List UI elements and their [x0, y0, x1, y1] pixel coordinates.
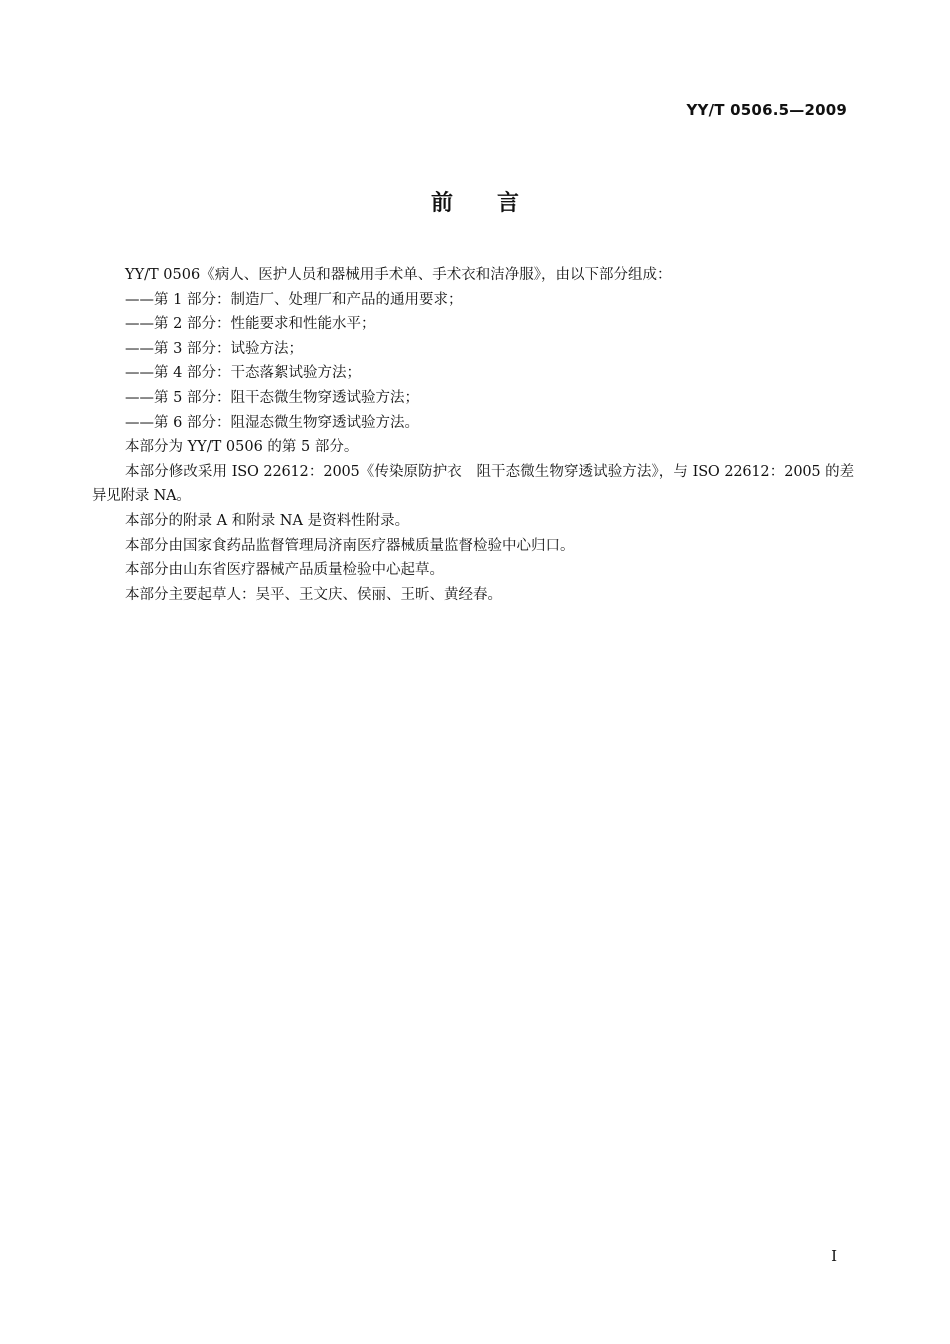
list-item-part-4: ——第 4 部分：干态落絮试验方法； [125, 365, 361, 382]
paragraph-this-part: 本部分为 YY/T 0506 的第 5 部分。 [125, 439, 359, 456]
page-number: I [831, 1247, 837, 1265]
list-item-part-5: ——第 5 部分：阻干态微生物穿透试验方法； [125, 389, 419, 406]
standard-code: YY/T 0506.5—2009 [686, 101, 847, 119]
paragraph-iso-adoption: 本部分修改采用 ISO 22612：2005《传染原防护衣 阻干态微生物穿透试验方法》，与 ISO 22612：2005 的差异见附录 NA。 [92, 463, 854, 505]
paragraph-drafted-by: 本部分由山东省医疗器械产品质量检验中心起草。 [125, 562, 444, 579]
foreword-body [92, 263, 854, 607]
list-item-part-6: ——第 6 部分：阻湿态微生物穿透试验方法。 [125, 414, 419, 431]
paragraph-centralized-by: 本部分由国家食药品监督管理局济南医疗器械质量监督检验中心归口。 [125, 537, 575, 554]
paragraph-composition-intro: YY/T 0506《病人、医护人员和器械用手术单、手术衣和洁净服》，由以下部分组成： [125, 267, 672, 283]
list-item-part-1: ——第 1 部分：制造厂、处理厂和产品的通用要求； [125, 291, 463, 308]
paragraph-drafters: 本部分主要起草人：吴平、王文庆、侯丽、王昕、黄经春。 [125, 586, 502, 603]
list-item-part-2: ——第 2 部分：性能要求和性能水平； [125, 316, 376, 333]
list-item-part-3: ——第 3 部分：试验方法； [125, 340, 303, 357]
page-title: 前言 [430, 191, 563, 216]
paragraph-annexes: 本部分的附录 A 和附录 NA 是资料性附录。 [125, 512, 410, 529]
